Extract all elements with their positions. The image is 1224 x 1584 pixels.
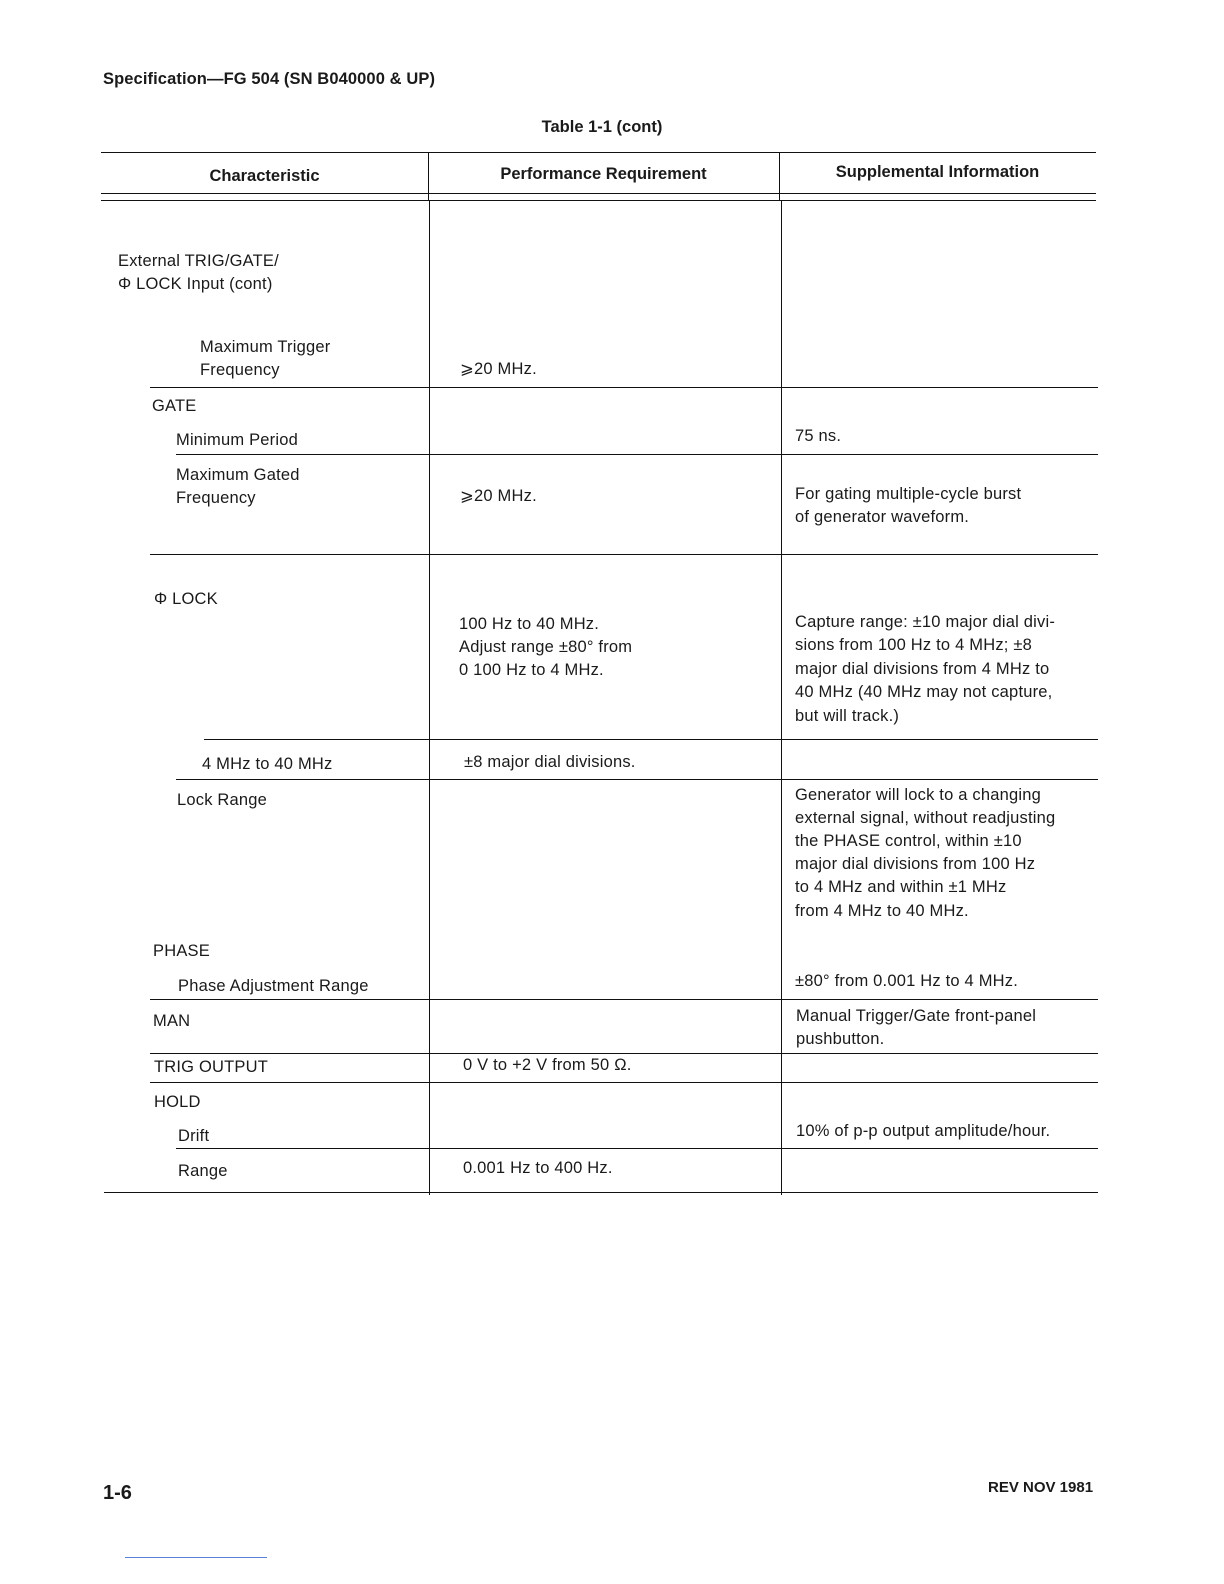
cell-performance: ±8 major dial divisions. xyxy=(464,753,636,771)
cell-supplemental: ±80° from 0.001 Hz to 4 MHz. xyxy=(795,972,1019,990)
cell-characteristic: Frequency xyxy=(200,361,280,379)
cell-characteristic: Lock Range xyxy=(177,791,268,809)
col-divider-2 xyxy=(781,200,782,1195)
cell-performance: 0 100 Hz to 4 MHz. xyxy=(459,661,604,679)
cell-performance: ⩾20 MHz. xyxy=(460,360,537,378)
cell-supplemental: major dial divisions from 4 MHz to xyxy=(795,660,1050,678)
row-rule xyxy=(150,387,1098,388)
cell-supplemental: 40 MHz (40 MHz may not capture, xyxy=(795,683,1053,701)
scan-artifact-line xyxy=(125,1557,267,1558)
cell-supplemental: the PHASE control, within ±10 xyxy=(795,832,1022,850)
cell-characteristic: Range xyxy=(178,1162,228,1180)
cell-characteristic: MAN xyxy=(153,1012,191,1030)
col-header-supplemental: Supplemental Information xyxy=(835,163,1040,181)
cell-supplemental: Capture range: ±10 major dial divi- xyxy=(795,613,1056,631)
cell-supplemental: Manual Trigger/Gate front-panel xyxy=(796,1007,1037,1025)
table-title: Table 1-1 (cont) xyxy=(541,118,663,136)
revision-date: REV NOV 1981 xyxy=(988,1479,1094,1496)
row-rule xyxy=(176,454,1098,455)
cell-supplemental: of generator waveform. xyxy=(795,508,970,526)
cell-performance: Adjust range ±80° from xyxy=(459,638,633,656)
header-rule-1 xyxy=(101,193,1096,194)
cell-supplemental: but will track.) xyxy=(795,707,900,725)
row-rule xyxy=(204,739,1098,740)
cell-characteristic: Drift xyxy=(178,1127,210,1145)
cell-characteristic: Minimum Period xyxy=(176,431,298,449)
col-header-performance: Performance Requirement xyxy=(500,165,707,183)
cell-supplemental: major dial divisions from 100 Hz xyxy=(795,855,1036,873)
cell-performance: ⩾20 MHz. xyxy=(460,487,537,505)
cell-supplemental: sions from 100 Hz to 4 MHz; ±8 xyxy=(795,636,1032,654)
row-rule xyxy=(176,1148,1098,1149)
cell-characteristic: GATE xyxy=(152,397,197,415)
cell-characteristic: External TRIG/GATE/ xyxy=(118,252,279,270)
cell-characteristic: Φ LOCK Input (cont) xyxy=(118,275,273,293)
page-header: Specification—FG 504 (SN B040000 & UP) xyxy=(103,70,436,88)
cell-performance: 0.001 Hz to 400 Hz. xyxy=(463,1159,613,1177)
cell-performance: 0 V to +2 V from 50 Ω. xyxy=(463,1056,632,1074)
header-rule-2 xyxy=(101,200,1096,201)
cell-characteristic: TRIG OUTPUT xyxy=(154,1058,269,1076)
cell-supplemental: external signal, without readjusting xyxy=(795,809,1056,827)
page-number: 1-6 xyxy=(103,1482,132,1504)
cell-supplemental: pushbutton. xyxy=(796,1030,885,1048)
row-rule xyxy=(150,1082,1098,1083)
row-rule xyxy=(150,554,1098,555)
top-rule xyxy=(101,152,1096,153)
bottom-rule xyxy=(104,1192,1098,1193)
cell-supplemental: For gating multiple-cycle burst xyxy=(795,485,1022,503)
cell-characteristic: PHASE xyxy=(153,942,210,960)
cell-characteristic: HOLD xyxy=(154,1093,201,1111)
row-rule xyxy=(150,999,1098,1000)
cell-supplemental: to 4 MHz and within ±1 MHz xyxy=(795,878,1007,896)
col-header-characteristic: Characteristic xyxy=(209,167,320,185)
cell-characteristic: Phase Adjustment Range xyxy=(178,977,369,995)
cell-supplemental: from 4 MHz to 40 MHz. xyxy=(795,902,969,920)
cell-characteristic: Frequency xyxy=(176,489,256,507)
cell-supplemental: 75 ns. xyxy=(795,427,842,445)
cell-characteristic: Maximum Trigger xyxy=(200,338,331,356)
cell-supplemental: Generator will lock to a changing xyxy=(795,786,1041,804)
cell-characteristic: 4 MHz to 40 MHz xyxy=(202,755,333,773)
cell-supplemental: 10% of p-p output amplitude/hour. xyxy=(796,1122,1051,1140)
cell-characteristic: Maximum Gated xyxy=(176,466,300,484)
cell-characteristic: Φ LOCK xyxy=(154,590,218,608)
cell-performance: 100 Hz to 40 MHz. xyxy=(459,615,600,633)
col-divider-1 xyxy=(429,200,430,1195)
row-rule xyxy=(176,779,1098,780)
